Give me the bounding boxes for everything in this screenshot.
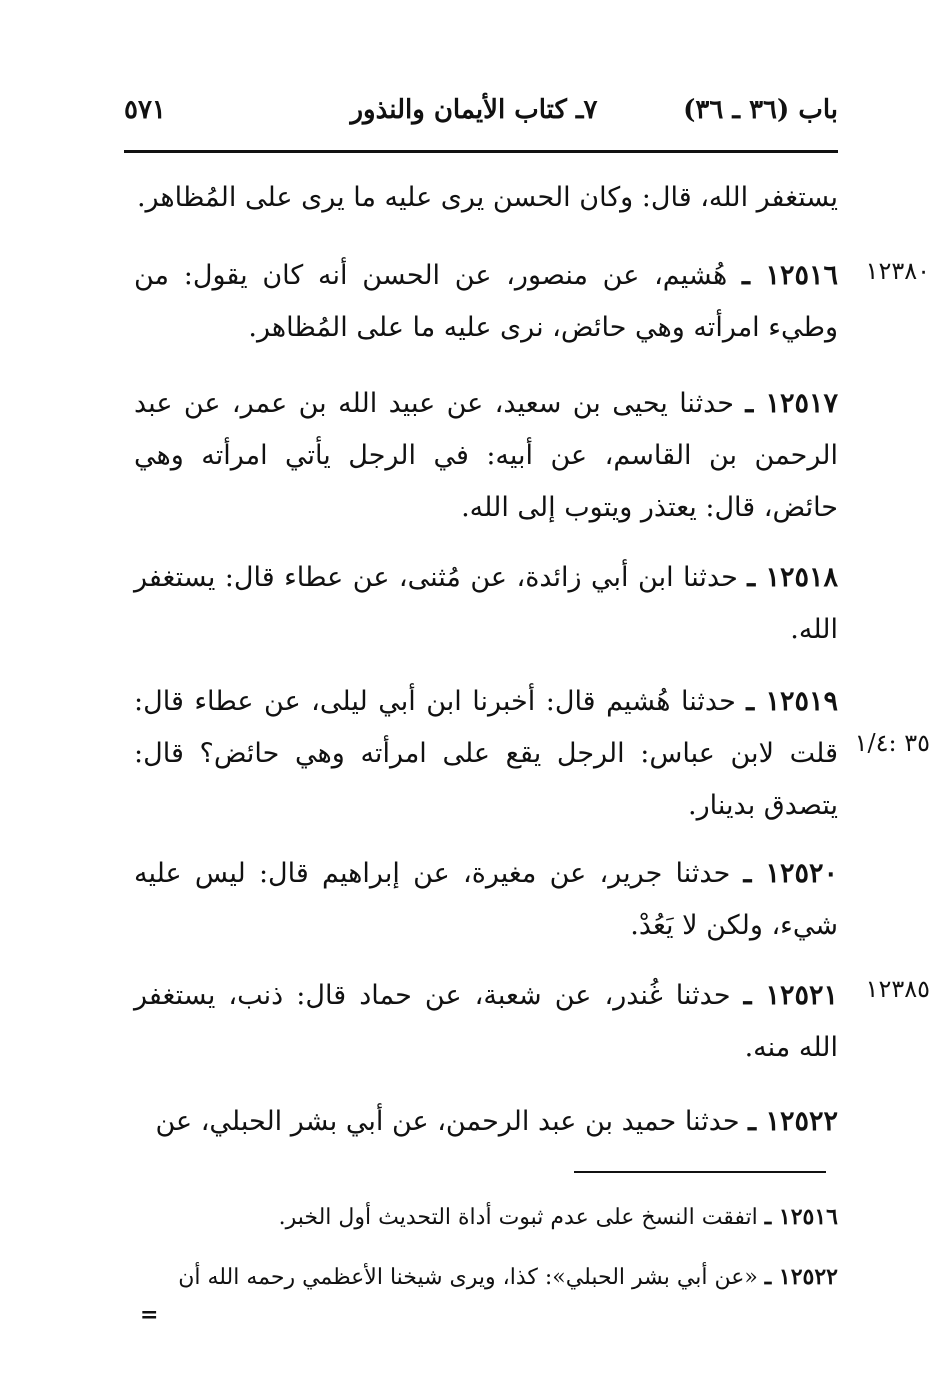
- footnote-12516: [134, 1192, 838, 1243]
- hadith-number: ١٢٥٢٠ ـ: [743, 858, 839, 889]
- footnote-12522: [134, 1252, 838, 1303]
- hadith-12518: [134, 552, 838, 656]
- hadith-text: حدثنا حميد بن عبد الرحمن، عن أبي بشر الحبلي، عن: [155, 1106, 749, 1137]
- margin-reference: ٣٥ :١/٤: [854, 729, 930, 757]
- hadith-text: حدثنا يحيى بن سعيد، عن عبيد الله بن عمر، عن عبد الرحمن بن القاسم، عن أبيه: في الرجل يأتي امرأته وهي حائض، قال: يعتذر ويتوب إلى الله.: [134, 388, 838, 523]
- hadith-text: حدثنا غُندر، عن شعبة، عن حماد قال: ذنب، يستغفر الله منه.: [134, 980, 838, 1063]
- continuation-mark: =: [140, 1302, 159, 1328]
- hadith-number: ١٢٥٢٢ ـ: [748, 1106, 838, 1137]
- book-title: ٧ـ كتاب الأيمان والنذور: [350, 95, 598, 125]
- hadith-12517: [134, 378, 838, 534]
- footnote-text: «عن أبي بشر الحبلي»: كذا، ويرى شيخنا الأعظمي رحمه الله أن: [178, 1265, 765, 1290]
- page-header: [124, 95, 838, 139]
- margin-reference: ١٢٣٨٠: [865, 257, 930, 285]
- hadith-text: هُشيم، عن منصور، عن الحسن أنه كان يقول: من وطيء امرأته وهي حائض، نرى عليه ما على المُظاهر.: [134, 260, 838, 343]
- header-rule: [124, 150, 838, 153]
- paragraph-text: يستغفر الله، قال: وكان الحسن يرى عليه ما يرى على المُظاهر.: [136, 182, 838, 213]
- hadith-number: ١٢٥١٨ ـ: [747, 562, 838, 593]
- hadith-12520: [134, 848, 838, 952]
- footnote-rule: [574, 1171, 826, 1173]
- chapter-heading: باب (٣٦ ـ ٣٦): [683, 95, 838, 125]
- hadith-number: ١٢٥٢١ ـ: [743, 980, 838, 1011]
- hadith-12522: [134, 1096, 838, 1148]
- margin-reference: ١٢٣٨٥: [865, 975, 930, 1003]
- footnote-number: ١٢٥٢٢ ـ: [764, 1264, 838, 1290]
- hadith-number: ١٢٥١٦ ـ: [742, 260, 839, 291]
- page-number: ٥٧١: [124, 95, 166, 125]
- hadith-number: ١٢٥١٧ ـ: [745, 388, 839, 419]
- hadith-12516: [134, 250, 838, 354]
- footnote-number: ١٢٥١٦ ـ: [764, 1204, 838, 1230]
- hadith-12521: [134, 970, 838, 1074]
- hadith-text: حدثنا ابن أبي زائدة، عن مُثنى، عن عطاء قال: يستغفر الله.: [134, 562, 838, 645]
- paragraph-continuation: [134, 172, 838, 224]
- hadith-text: حدثنا هُشيم قال: أخبرنا ابن أبي ليلى، عن عطاء قال: قلت لابن عباس: الرجل يقع على امرأته وهي حائض؟ قال: يتصدق بدينار.: [134, 686, 838, 821]
- hadith-12519: [134, 676, 838, 832]
- hadith-number: ١٢٥١٩ ـ: [746, 686, 839, 717]
- footnote-text: اتفقت النسخ على عدم ثبوت أداة التحديث أول الخبر.: [278, 1205, 765, 1230]
- hadith-text: حدثنا جرير، عن مغيرة، عن إبراهيم قال: ليس عليه شيء، ولكن لا يَعُدْ.: [134, 858, 838, 941]
